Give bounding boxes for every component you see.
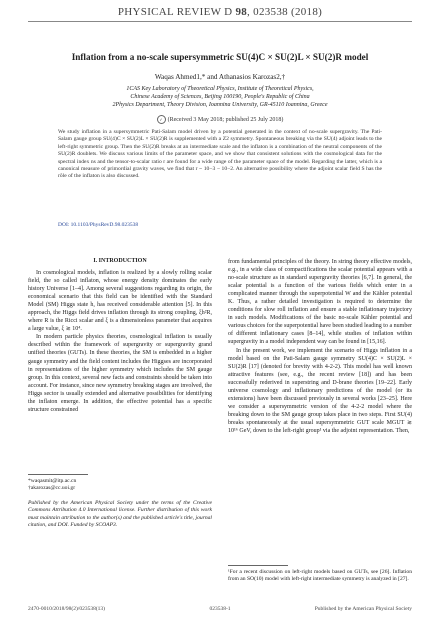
body-paragraph: In modern particle physics theories, cosmological inflation is usually described within the framework of supergravity or supergravity grand unified theories (GUTs). In these theories, the SM is embedded in a higher gauge symmetry and the field content includes the Higgses are incorporated in representations of the higher symmetry which includes the SM gauge group. In this context, several new facts and constraints should be taken into account. For instance, since new symmetry breaking stages are involved, the Higgs sector is usually extended and alternative possibilities for identifying the inflaton emerge. In addition, the effective potential has a specific structure constrained <box>28 334 212 413</box>
body-paragraph: In the present work, we implement the scenario of Higgs inflation in a model based on the Pati-Salam gauge symmetry SU(4)C × SU(2)L × SU(2)R [17] (denoted for brevity with 4-2-2). This model has well known attractive features (see, e.g., the recent review [18]) and has been successfully rederived in superstring and D-brane theories [19–22]. Early universe cosmology and inflationary predictions of the model (or its extensions) have been discussed previously in several works [23–25]. Here we consider a supersymmetric version of the 4-2-2 model where the breaking down to the SM gauge group takes place in two steps. First SU(4) breaks spontaneously at the usual supersymmetric GUT scale MGUT ≳ 10¹⁶ GeV, down to the left-right group¹ via the adjoint representation. Then, <box>228 347 412 434</box>
email-footnote[interactable]: *waqasmit@itp.ac.cn <box>28 478 77 484</box>
abstract: We study inflation in a supersymmetric Pati-Salam model driven by a potential generated in the context of no-scale supergravity. The Pati-Salam gauge group SU(4)C × SU(2)L × SU(2)R is supplemented with a Z2 symmetry. Spontaneous breaking via the SU(4) adjoint leads to the left-right symmetric group. Then the SU(2)R breaks at an intermediate scale and the inflaton is a combination of the neutral components of the SU(2)R doublets. We discuss various limits of the parameter space, and we show that consistent solutions with the cosmological data for the spectral index ns and the tensor-to-scalar ratio r are found for a wide range of the parameter space of the model. Regarding the latter, which is a canonical measure of primordial gravity waves, we find that r ~ 10−3 − 10−2. An alternative possibility where the adjoint scalar field S has the rôle of the inflaton is also discussed. <box>58 129 382 180</box>
footnote-rule <box>28 474 88 475</box>
page-number: 023538-1 <box>209 606 231 612</box>
footnote: ¹For a recent discussion on left-right models based on GUTs, see [26]. Inflation from an SO(10) model with left-right intermediate symmetry is analyzed in [27]. <box>228 569 412 583</box>
received-dates <box>30 115 410 124</box>
article-info: , 023538 (2018) <box>247 6 323 18</box>
running-header <box>0 6 440 18</box>
affiliation-line: 2Physics Department, Theory Division, Ioannina University, GR-45110 Ioannina, Greece <box>112 102 328 108</box>
body-paragraph: from fundamental principles of the theory. In string theory effective models, e.g., in a wide class of compactifications the scalar potential appears with a no-scale structure as in standard supergravity theories [6,7]. In general, the scalar potential is a function of the various fields which enter in a complicated manner through the superpotential W and the Kähler potential K. Thus, a rather detailed investigation is required to determine the conditions for slow roll inflation and ensure a stable inflationary trajectory in such models. Modifications of the basic no-scale Kähler potential and various choices for the superpotential have been studied leading to a number of different inflationary cases [8–14], while studies of inflation within supergravity in a model independent way can be found in [15,16]. <box>228 259 412 346</box>
footer-issn: 2470-0010/2018/98(2)/023538(13) <box>28 606 105 612</box>
affiliation-line: 1CAS Key Laboratory of Theoretical Physics, Institute of Theoretical Physics, <box>126 86 314 92</box>
footnote-rule <box>228 565 288 566</box>
license-statement: Published by the American Physical Society under the terms of the Creative Commons Attribution 4.0 International license. Further distribution of this work must maintain attribution to the author(s) and the published article's title, journal citation, and DOI. Funded by SCOAP3. <box>28 500 212 528</box>
section-heading: I. INTRODUCTION <box>93 258 147 264</box>
paper-title: Inflation from a no-scale supersymmetric SU(4)C × SU(2)L × SU(2)R model <box>71 52 369 62</box>
left-column <box>28 269 212 414</box>
right-column <box>228 258 412 435</box>
author-emails <box>28 478 76 492</box>
author-list: Waqas Ahmed1,* and Athanasios Karozas2,† <box>154 73 286 81</box>
footer-publisher: Published by the American Physical Society <box>314 606 412 612</box>
header-rule <box>28 21 412 22</box>
affiliation-line: Chinese Academy of Sciences, Beijing 100190, People's Republic of China <box>130 94 310 100</box>
volume-number: 98 <box>235 6 248 18</box>
body-paragraph: In cosmological models, inflation is realized by a slowly rolling scalar field, the so called inflaton, whose energy density dominates the early history Universe [1–4]. Among several suggestions regarding its origin, the economical scenario that this field can be identified with the Standard Model (SM) Higgs state h, has received considerable attention [5]. In this approach, the Higgs field drives inflation through its strong coupling, ξh²R, where R is the Ricci scalar and ξ is a dimensionless parameter that acquires a large value, ξ ≳ 10⁴. <box>28 270 212 333</box>
crossmark-icon[interactable]: ✓ <box>157 115 166 124</box>
affiliations <box>40 85 400 109</box>
received-text: (Received 3 May 2018; published 25 July 2018) <box>167 116 284 123</box>
email-footnote[interactable]: †akarozas@cc.uoi.gr <box>28 485 76 492</box>
journal-name: PHYSICAL REVIEW D <box>117 6 233 18</box>
doi-link[interactable]: DOI: 10.1103/PhysRevD.98.023538 <box>58 222 139 228</box>
